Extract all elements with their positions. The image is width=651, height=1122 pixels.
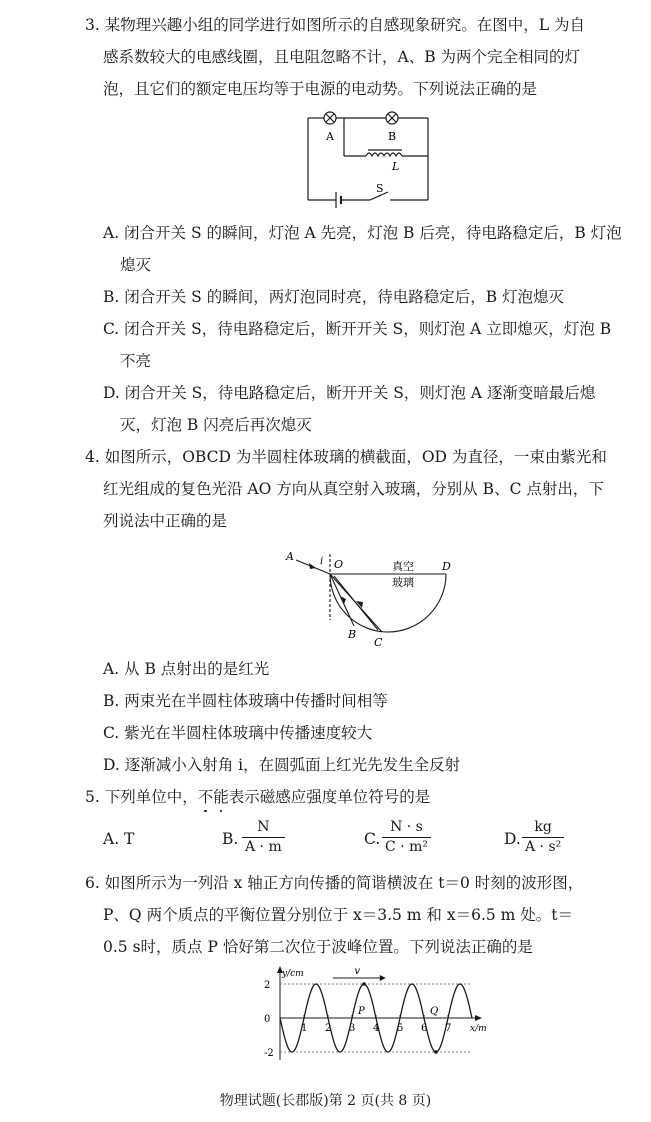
- x-axis-arrow: [475, 1015, 482, 1021]
- inductor-label: L: [392, 160, 400, 173]
- q3-circuit-diagram: [300, 108, 440, 208]
- q4-option-a[interactable]: A. 从 B 点射出的是红光: [103, 660, 270, 678]
- x-tick-label: 3: [349, 1023, 356, 1034]
- q4-semicircle-glass-diagram: [282, 550, 462, 650]
- point-q-marker: [434, 1050, 438, 1054]
- q3-option-a-line-1[interactable]: A. 闭合开关 S 的瞬间，灯泡 A 先亮，灯泡 B 后亮，待电路稳定后，B 灯泡: [103, 224, 622, 242]
- point-c-label: C: [374, 636, 383, 649]
- x-tick-label: 1: [301, 1023, 308, 1034]
- x-tick-label: 7: [445, 1023, 452, 1034]
- page-footer: 物理试题(长郡版)第 2 页(共 8 页): [219, 1093, 432, 1109]
- x-tick-label: 6: [421, 1023, 428, 1034]
- point-q-label: Q: [430, 1006, 439, 1017]
- q4-stem-line-3: 列说法中正确的是: [103, 512, 228, 530]
- q5-option-a[interactable]: A. T: [103, 830, 135, 848]
- velocity-arrow-head: [380, 975, 386, 981]
- x-tick-label: 4: [373, 1023, 380, 1034]
- q3-option-d-line-2: 灭，灯泡 B 闪亮后再次熄灭: [120, 416, 312, 434]
- q6-stem-line-1: 6. 如图所示为一列沿 x 轴正方向传播的简谐横波在 t＝0 时刻的波形图，: [85, 874, 584, 892]
- q4-option-d[interactable]: D. 逐渐减小入射角 i，在圆弧面上红光先发生全反射: [103, 756, 461, 774]
- q3-stem-line-3: 泡，且它们的额定电压均等于电源的电动势。下列说法正确的是: [103, 80, 538, 98]
- y-tick-label: 0: [264, 1014, 271, 1025]
- point-d-label: D: [442, 560, 451, 573]
- switch-label: S: [376, 182, 384, 195]
- point-o-label: O: [334, 558, 344, 571]
- q5-option-c-fraction: $\frac{N \cdot s}{\text{C · m²}}$: [382, 818, 431, 857]
- q6-wave-chart: [250, 966, 487, 1066]
- q3-option-c-line-1[interactable]: C. 闭合开关 S，待电路稳定后，断开开关 S，则灯泡 A 立即熄灭，灯泡 B: [103, 320, 612, 338]
- q5-option-d-fraction: $\frac{kg}{\text{A · s²}}$: [522, 818, 564, 857]
- angle-i-label: i: [320, 556, 324, 567]
- q3-option-c-line-2: 不亮: [120, 352, 152, 370]
- q3-option-d-line-1[interactable]: D. 闭合开关 S，待电路稳定后，断开开关 S，则灯泡 A 逐渐变暗最后熄: [103, 384, 596, 402]
- x-tick-label: 2: [325, 1023, 332, 1034]
- glass-label: 玻璃: [392, 576, 414, 589]
- vacuum-label: 真空: [392, 560, 414, 573]
- q5-emphasis-neng: 能: [213, 788, 229, 806]
- q3-stem-line-1: 3. 某物理兴趣小组的同学进行如图所示的自感现象研究。在图中，L 为自: [85, 16, 585, 34]
- q5-option-b-fraction: $\frac{N}{A \cdot m}$: [242, 818, 285, 857]
- q4-option-b[interactable]: B. 两束光在半圆柱体玻璃中传播时间相等: [103, 692, 388, 710]
- q5-stem-prefix: 5. 下列单位中，: [85, 788, 198, 806]
- q5-emphasis-bu: 不: [198, 788, 214, 806]
- y-tick-label: -2: [264, 1048, 274, 1059]
- x-tick-label: 5: [397, 1023, 404, 1034]
- y-tick-label: 2: [264, 980, 271, 991]
- q4-stem-line-2: 红光组成的复色光沿 AO 方向从真空射入玻璃，分别从 B、C 点射出，下: [103, 480, 604, 498]
- q3-stem-line-2: 感系数较大的电感线圈，且电阻忽略不计，A、B 为两个完全相同的灯: [103, 48, 581, 66]
- x-axis-label: x/m: [470, 1024, 487, 1034]
- q3-option-a-line-2: 熄灭: [120, 256, 152, 274]
- q4-stem-line-1: 4. 如图所示，OBCD 为半圆柱体玻璃的横截面，OD 为直径，一束由紫光和: [85, 448, 607, 466]
- q3-option-b[interactable]: B. 闭合开关 S 的瞬间，两灯泡同时亮，待电路稳定后，B 灯泡熄灭: [103, 288, 565, 306]
- lamp-b-label: B: [388, 130, 397, 143]
- point-p-label: P: [358, 1006, 365, 1017]
- y-axis-label: y/cm: [282, 969, 304, 979]
- point-b-label: B: [348, 628, 357, 641]
- q5-stem: [85, 786, 430, 808]
- q4-option-c[interactable]: C. 紫光在半圆柱体玻璃中传播速度较大: [103, 724, 373, 742]
- velocity-label: v: [354, 966, 361, 977]
- q5-option-c-label[interactable]: C.: [364, 830, 381, 848]
- point-a-label: A: [286, 550, 294, 563]
- q5-option-b-label[interactable]: B.: [222, 830, 239, 848]
- q6-stem-line-2: P、Q 两个质点的平衡位置分别位于 x＝3.5 m 和 x＝6.5 m 处。t＝: [103, 906, 574, 924]
- q5-option-d-label[interactable]: D.: [504, 830, 521, 848]
- q5-stem-suffix: 表示磁感应强度单位符号的是: [228, 788, 431, 806]
- q6-stem-line-3: 0.5 s时，质点 P 恰好第二次位于波峰位置。下列说法正确的是: [103, 938, 533, 956]
- lamp-a-label: A: [326, 130, 334, 143]
- point-p-marker: [362, 982, 366, 986]
